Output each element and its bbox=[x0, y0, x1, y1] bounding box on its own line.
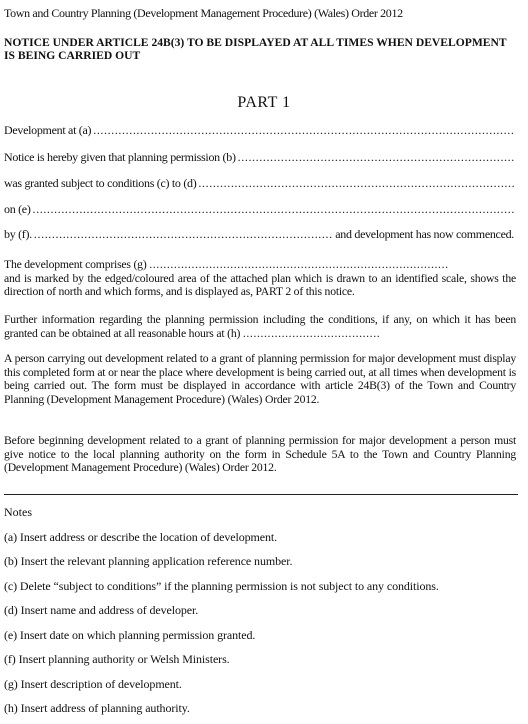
note-item: (c) Delete “subject to conditions” if the planning permission is not subject to any conditions. bbox=[4, 579, 439, 593]
note-item: (g) Insert description of development. bbox=[4, 677, 182, 691]
section-divider bbox=[4, 494, 518, 495]
field-conditions bbox=[4, 175, 514, 191]
fill-in-line bbox=[33, 202, 514, 217]
field-label: by (f). bbox=[4, 227, 32, 241]
fill-in-line bbox=[34, 227, 333, 242]
further-information-paragraph bbox=[4, 313, 516, 340]
notes-heading: Notes bbox=[4, 505, 32, 519]
note-item: (e) Insert date on which planning permission granted. bbox=[4, 628, 256, 642]
field-tail-text: and development has now commenced. bbox=[335, 227, 514, 241]
note-item: (f) Insert planning authority or Welsh Ministers. bbox=[4, 652, 230, 666]
field-label: was granted subject to conditions (c) to (d) bbox=[4, 176, 197, 190]
field-granted-by bbox=[4, 226, 514, 242]
paragraph-start: The development comprises (g) bbox=[4, 258, 147, 271]
field-planning-permission bbox=[4, 149, 514, 165]
fill-in-line bbox=[93, 123, 514, 138]
part-heading: PART 1 bbox=[237, 94, 291, 111]
field-development-location bbox=[4, 122, 514, 138]
prior-notice-paragraph: Before beginning development related to a grant of planning permission for major development a person must give notice to the local planning authority on the form in Schedule 5A to the Town and Country Planning (Development Management Procedure) (Wales) Order 2012. bbox=[4, 434, 516, 474]
paragraph-text: Further information regarding the planning permission including the conditions, if any, on which it has been granted can be obtained at all reasonable hours at (h) bbox=[4, 313, 516, 340]
paragraph-rest: and is marked by the edged/coloured area of the attached plan which is drawn to an identified scale, shows the direction of north and which forms, and is displayed as, PART 2 of this notice. bbox=[4, 271, 516, 298]
fill-in-line: ....................................... bbox=[242, 326, 381, 340]
document-title: Town and Country Planning (Development Management Procedure) (Wales) Order 2012 bbox=[4, 6, 403, 20]
field-label: Notice is hereby given that planning permission (b) bbox=[4, 150, 236, 164]
fill-in-line bbox=[238, 150, 514, 165]
field-label: on (e) bbox=[4, 202, 31, 216]
field-label: Development at (a) bbox=[4, 123, 92, 137]
note-item: (d) Insert name and address of developer. bbox=[4, 603, 199, 617]
note-item: (a) Insert address or describe the location of development. bbox=[4, 530, 277, 544]
development-description-paragraph bbox=[4, 258, 516, 299]
note-item: (h) Insert address of planning authority. bbox=[4, 701, 190, 715]
fill-in-line bbox=[198, 176, 514, 191]
fill-in-line: ..................................................................................... bbox=[149, 258, 449, 271]
notice-heading: NOTICE UNDER ARTICLE 24B(3) TO BE DISPLAYED AT ALL TIMES WHEN DEVELOPMENT IS BEING CARRIED OUT bbox=[4, 36, 507, 62]
field-date bbox=[4, 201, 514, 217]
display-requirement-paragraph: A person carrying out development related to a grant of planning permission for major development must display this completed form at or near the place where development is being carried out, at all times when development is being carried out. The form must be displayed in accordance with article 24B(3) of the Town and Country Planning (Development Management Procedure) (Wales) Order 2012. bbox=[4, 352, 516, 406]
note-item: (b) Insert the relevant planning application reference number. bbox=[4, 554, 293, 568]
